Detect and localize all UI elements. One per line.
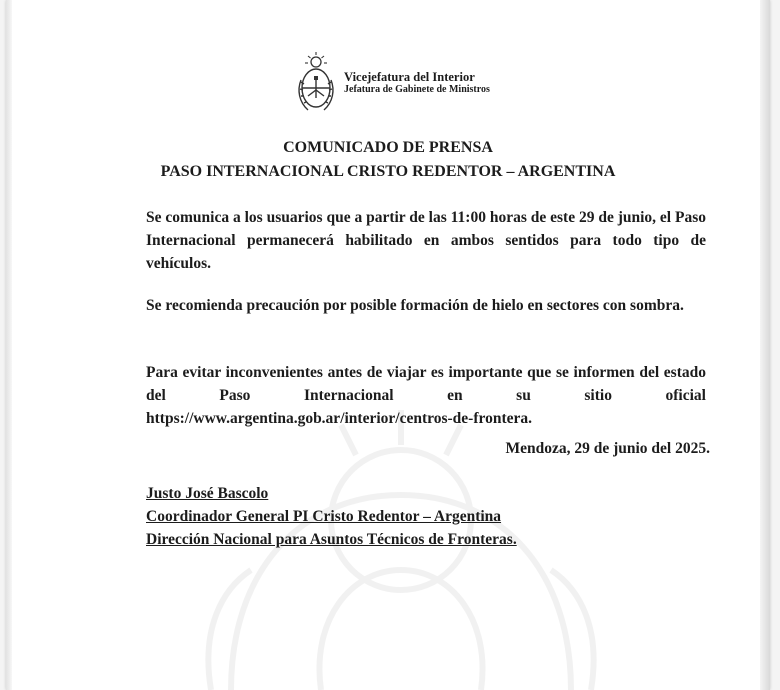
body-paragraph-2: Se recomienda precaución por posible formación de hielo en sectores con sombra.: [146, 297, 684, 314]
organization-name: Vicejefatura del Interior: [344, 70, 475, 84]
body-paragraph-1: Se comunica a los usuarios que a partir de las 11:00 horas de este 29 de junio, el Paso Internacional permanecerá habilitado en ambos sentidos para todo tipo de vehículos.: [146, 209, 706, 272]
dateline: Mendoza, 29 de junio del 2025.: [505, 440, 710, 457]
document-page: [6, 0, 770, 690]
signature-name: Justo José Bascolo: [146, 485, 269, 502]
signature-department: Dirección Nacional para Asuntos Técnicos de Fronteras.: [146, 531, 517, 548]
body-paragraph-3: Para evitar inconvenientes antes de viajar es importante que se informen del estado del Paso Internacional en su sitio oficial https://www.argentina.gob.ar/interior/centros-de-frontera.: [146, 364, 706, 427]
letterhead-text: [344, 50, 490, 116]
document-title: COMUNICADO DE PRENSA: [283, 139, 493, 156]
organization-subtitle: Jefatura de Gabinete de Ministros: [344, 84, 490, 95]
coat-of-arms-icon: [294, 50, 338, 116]
signature-role: Coordinador General PI Cristo Redentor – Argentina: [146, 508, 502, 525]
page-edge-left: [6, 0, 12, 690]
letterhead: [294, 50, 490, 116]
document-subtitle: PASO INTERNACIONAL CRISTO REDENTOR – ARGENTINA: [160, 163, 616, 180]
page-edge-right: [760, 0, 770, 690]
